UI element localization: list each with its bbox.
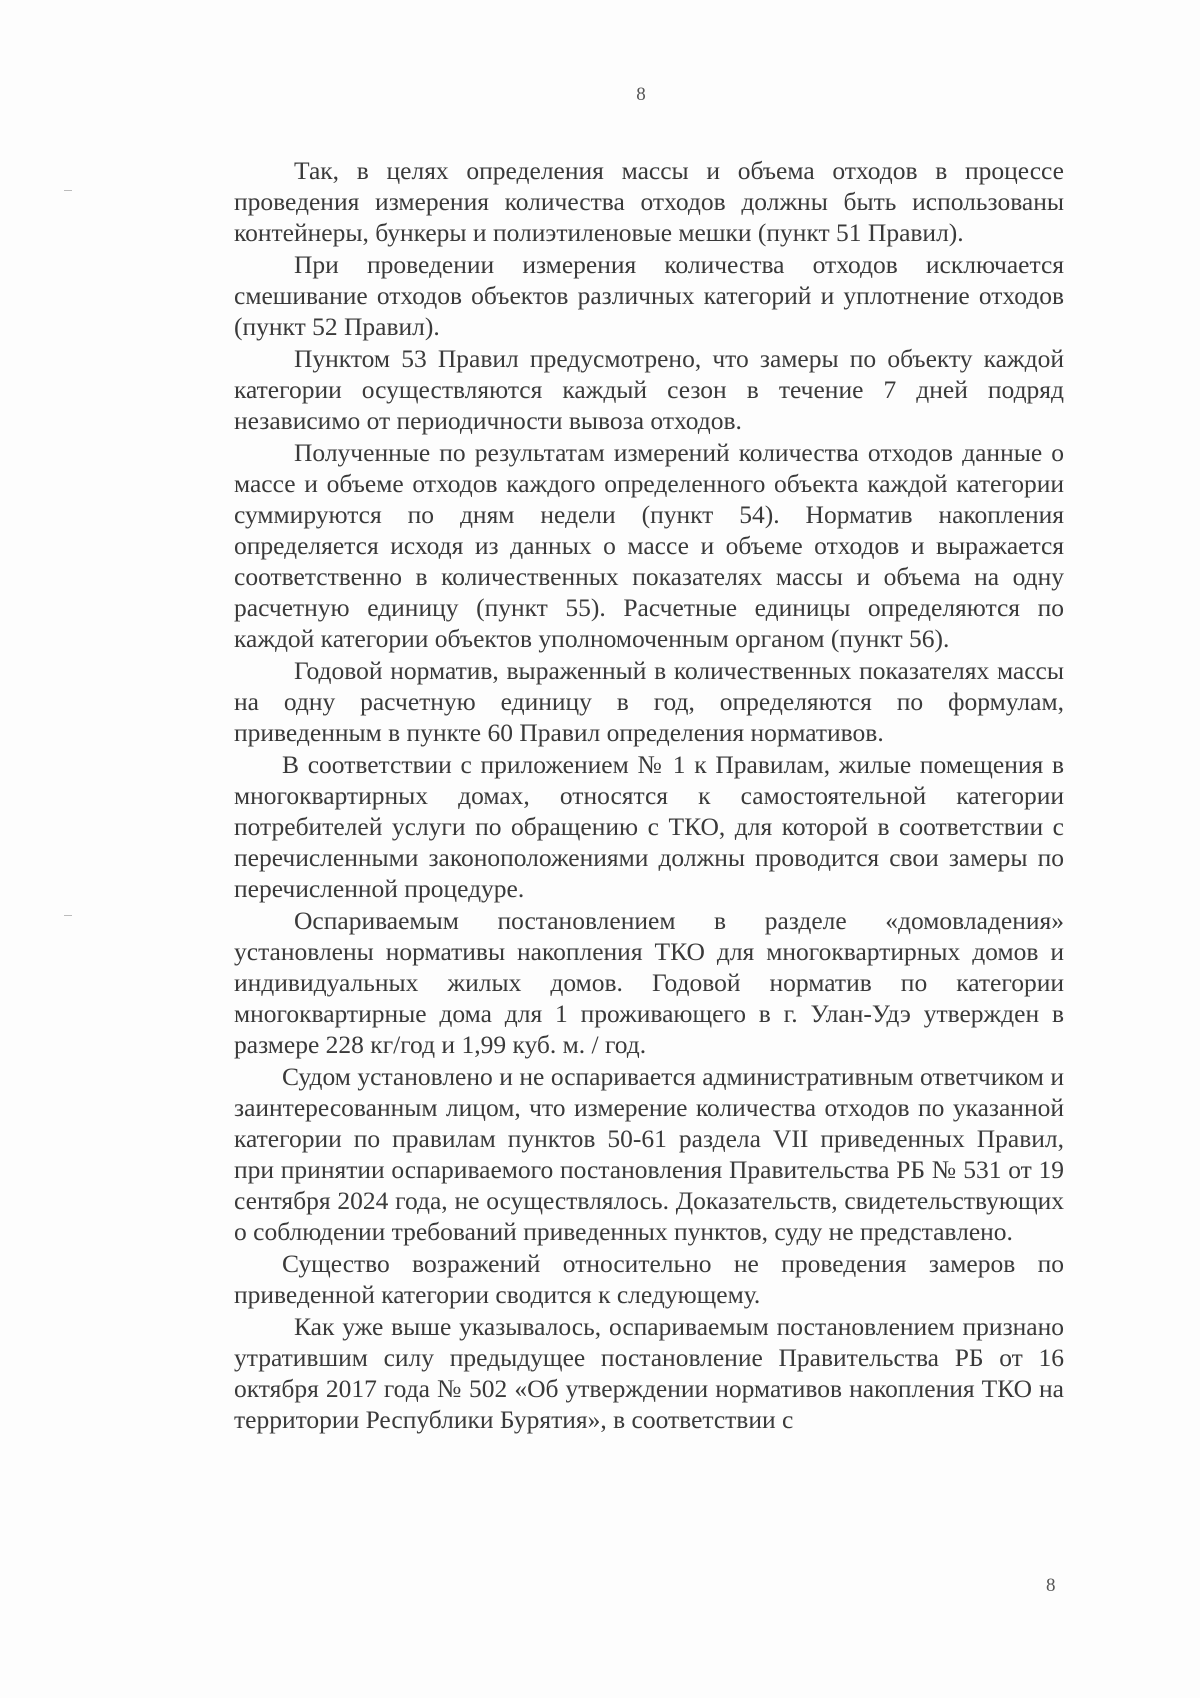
- paragraph: Годовой норматив, выраженный в количественных показателях массы на одну расчетную единицу в год, определяются по формулам, приведенным в пункте 60 Правил определения нормативов.: [234, 656, 1064, 747]
- paragraph: Пунктом 53 Правил предусмотрено, что замеры по объекту каждой категории осуществляются каждый сезон в течение 7 дней подряд независимо от периодичности вывоза отходов.: [234, 344, 1064, 435]
- paragraph: Оспариваемым постановлением в разделе «домовладения» установлены нормативы накопления ТКО для многоквартирных домов и индивидуальных жилых домов. Годовой норматив по категории многоквартирные дома для 1 проживающего в г. Улан-Удэ утвержден в размере 228 кг/год и 1,99 куб. м. / год.: [234, 906, 1064, 1059]
- paragraph: В соответствии с приложением № 1 к Правилам, жилые помещения в многоквартирных домах, относятся к самостоятельной категории потребителей услуги по обращению с ТКО, для которой в соответствии с перечисленными законоположениями должны проводится свои замеры по перечисленной процедуре.: [234, 750, 1064, 903]
- margin-mark: [64, 190, 72, 191]
- paragraph: Как уже выше указывалось, оспариваемым постановлением признано утратившим силу предыдущее постановление Правительства РБ от 16 октября 2017 года № 502 «Об утверждении нормативов накопления ТКО на территории Республики Бурятия», в соответствии с: [234, 1312, 1064, 1434]
- margin-mark: [64, 915, 72, 916]
- page-number-top: 8: [636, 84, 646, 105]
- document-body: [234, 155, 1064, 1436]
- paragraph: Существо возражений относительно не проведения замеров по приведенной категории сводится к следующему.: [234, 1249, 1064, 1309]
- paragraph: При проведении измерения количества отходов исключается смешивание отходов объектов различных категорий и уплотнение отходов (пункт 52 Правил).: [234, 250, 1064, 341]
- paragraph: Так, в целях определения массы и объема отходов в процессе проведения измерения количества отходов должны быть использованы контейнеры, бункеры и полиэтиленовые мешки (пункт 51 Правил).: [234, 156, 1064, 247]
- paragraph: Полученные по результатам измерений количества отходов данные о массе и объеме отходов каждого определенного объекта каждой категории суммируются по дням недели (пункт 54). Норматив накопления определяется исходя из данных о массе и объеме отходов и выражается соответственно в количественных показателях массы и объема на одну расчетную единицу (пункт 55). Расчетные единицы определяются по каждой категории объектов уполномоченным органом (пункт 56).: [234, 438, 1064, 653]
- page-number-bottom: 8: [1046, 1575, 1056, 1596]
- paragraph: Судом установлено и не оспаривается административным ответчиком и заинтересованным лицом, что измерение количества отходов по указанной категории по правилам пунктов 50-61 раздела VII приведенных Правил, при принятии оспариваемого постановления Правительства РБ № 531 от 19 сентября 2024 года, не осуществлялось. Доказательств, свидетельствующих о соблюдении требований приведенных пунктов, суду не представлено.: [234, 1062, 1064, 1246]
